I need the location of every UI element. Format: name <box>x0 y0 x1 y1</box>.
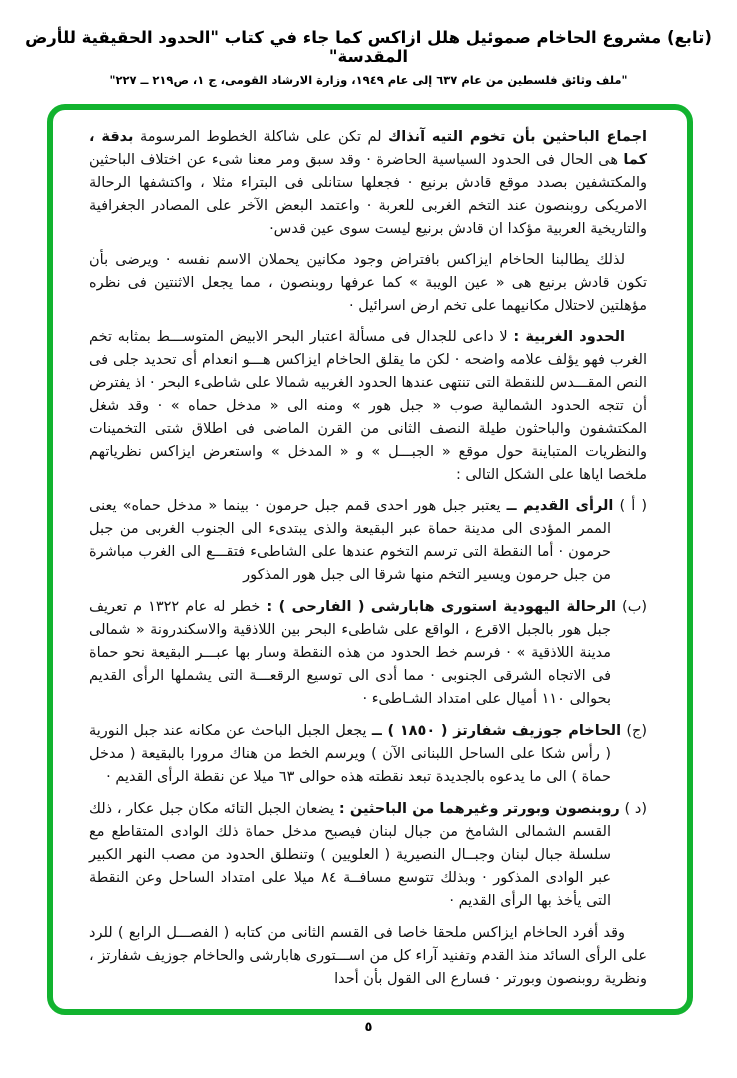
list-item-d <box>89 798 647 913</box>
intro-bold-lead: اجماع الباحثين بأن تخوم التيه آنذاك <box>388 129 648 145</box>
item-d-marker: (د ) <box>624 801 647 817</box>
item-b-lead: الرحالة اليهودية استورى هابارشى ( الفارحى ) : <box>266 599 617 615</box>
intro-bold-emphasis: بدقة ، كما <box>89 129 648 168</box>
item-c-marker: (ج) <box>626 723 648 739</box>
item-a-marker: ( أ ) <box>619 498 648 514</box>
page-number: ٥ <box>364 1020 373 1035</box>
intro-normal-mid: لم تكن على شاكلة الخطوط المرسومة <box>139 129 382 145</box>
list-item-b <box>89 596 647 711</box>
item-b-marker: (ب) <box>622 599 648 615</box>
list-item-a <box>89 495 647 587</box>
paragraph-western-borders <box>89 326 647 487</box>
item-c-lead: الحاخام جوزيف شفارتز ( ١٨٥٠ ) ــ <box>371 723 622 739</box>
item-b-text: خطر له عام ١٣٢٢ م تعريف جبل هور بالجبل الاقرع ، الواقع على شاطىء البحر بين اللاذقية والاسكندرونة « شمالى مدينة اللاذقية » · فرسم خط الحدود من هذه النقطة وسار بها عبـــر البقيعة نحو حماة فى الاتجاه الشرقى الجنوبى · مما أدى الى توسيع الرقعـــة التى يشملها الرأى القديم بحوالى ١١٠ أميال على امتداد الشـاطىء · <box>89 599 611 707</box>
header-source-citation: "ملف وثائق فلسطين من عام ٦٣٧ إلى عام ١٩٤٩، وزارة الارشاد القومى، ج ١، ص٢١٩ ــ ٢٢٧" <box>109 73 628 87</box>
paragraph-intro <box>89 126 647 241</box>
item-a-lead: الرأى القديم ــ <box>506 498 614 514</box>
green-border-frame <box>47 104 693 1015</box>
page-header <box>0 28 737 87</box>
list-item-c <box>89 720 647 789</box>
item-d-text: يضعان الجبل التائه مكان جبل عكار ، ذلك القسم الشمالى الشامخ من جبال لبنان فيصبح مدخل حماة ذلك الوادى المتقاطع مع سلسلة جبال لبنان وجبــال النصيرية ( العلويين ) وتنطلق الحدود من مصب النهر الكبير عبر الوادى المذكور · وبذلك تتوسع مسافــة ٨٤ ميلا على امتداد الساحل وعن النقطة التى يأخذ بها الرأى القديم · <box>89 801 611 909</box>
document-body <box>89 126 647 991</box>
item-d-lead: روبنصون وبورتر وغيرهما من الباحثين : <box>338 801 620 817</box>
intro-rest: هى الحال فى الحدود السياسية الحاضرة · وقد سبق ومر معنا شىء عن اختلاف الباحثين والمكتشفين بصدد موقع قادش برنيع · فجعلها ستانلى فى البتراء مثلا ، واكتشفها الرحالة الامريكى روبنصون عند التخم الغربى للعربة · واعتمد البعض الآخر على المصادر الجغرافية والتاريخية العربية مؤكدا ان قادش برنيع ليست سوى عين قدس· <box>89 152 647 237</box>
item-c-text: يجعل الجبل الباحث عن مكانه عند جبل النورية ( رأس شكا على الساحل اللبنانى الآن ) ويرسم الخط من هناك مرورا بالبقيعة ( مدخل حماة ) الى ما يدعوه بالجديدة تبعد نقطته هذه حوالى ٦٣ ميلا عن نقطة الرأى القديم · <box>89 723 611 785</box>
paragraph-isaacs-claim <box>89 249 647 318</box>
isaacs-claim-text: لذلك يطالبنا الحاخام ايزاكس بافتراض وجود مكانين يحملان الاسم نفسه · ويرضى بأن تكون قادش برنيع هى « عين الويبة » كما عرفها روبنصون ، مما يجعل الاثنتين فى نظره مؤهلتين لاحتلال مكانيهما على تخم ارض اسرائيل · <box>89 252 647 314</box>
header-title: (تابع) مشروع الحاخام صموئيل هلل ازاكس كما جاء في كتاب "الحدود الحقيقية للأرض المقدسة" <box>25 28 712 66</box>
closing-text: وقد أفرد الحاخام ايزاكس ملحقا خاصا فى القسم الثانى من كتابه ( الفصـــل الرابع ) للرد على الرأى السائد منذ القدم وتفنيد آراء كل من اســـتورى هابارشى والحاخام جوزيف شفارتز ، ونظرية روبنصون وبورتر · فسارع الى القول بأن أحدا <box>89 925 647 987</box>
western-borders-text: لا داعى للجدال فى مسألة اعتبار البحر الابيض المتوســـط بمثابه تخم الغرب فهو يؤلف علامه واضحه · لكن ما يقلق الحاخام ايزاكس هـــو انعدام أى تحديد جلى فى النص المقـــدس للنقطة التى تنتهى عندها الحدود الغربيه شمالا على شاطىء البحر · اذ يفترض أن تتجه الحدود الشمالية صوب « جبل هور » ومنه الى « مدخل حماه » · وقد شغل المكتشفون والباحثون طيلة النصف الثانى من القرن الماضى فى اطلاق شتى التخمينات والنظريات المتباينة حول موقع « الجبـــل » و « المدخل » واستعرض ايزاكس نظرياتهم ملخصا اياها على الشكل التالى : <box>89 329 647 483</box>
western-borders-heading: الحدود الغربية : <box>513 329 625 345</box>
paragraph-closing <box>89 922 647 991</box>
item-a-text: يعتبر جبل هور احدى قمم جبل حرمون · بينما « مدخل حماه» يعنى الممر المؤدى الى مدينة حماة عبر البقيعة والذى يبتدىء الى الجنوب الغربى من جبل حرمون · أما النقطة التى ترسم التخوم عندها على الشاطىء فتقـــع الى الغرب مباشرة من جبل حرمون ويسير التخم منها شرقا الى جبل هور المذكور <box>89 498 611 583</box>
